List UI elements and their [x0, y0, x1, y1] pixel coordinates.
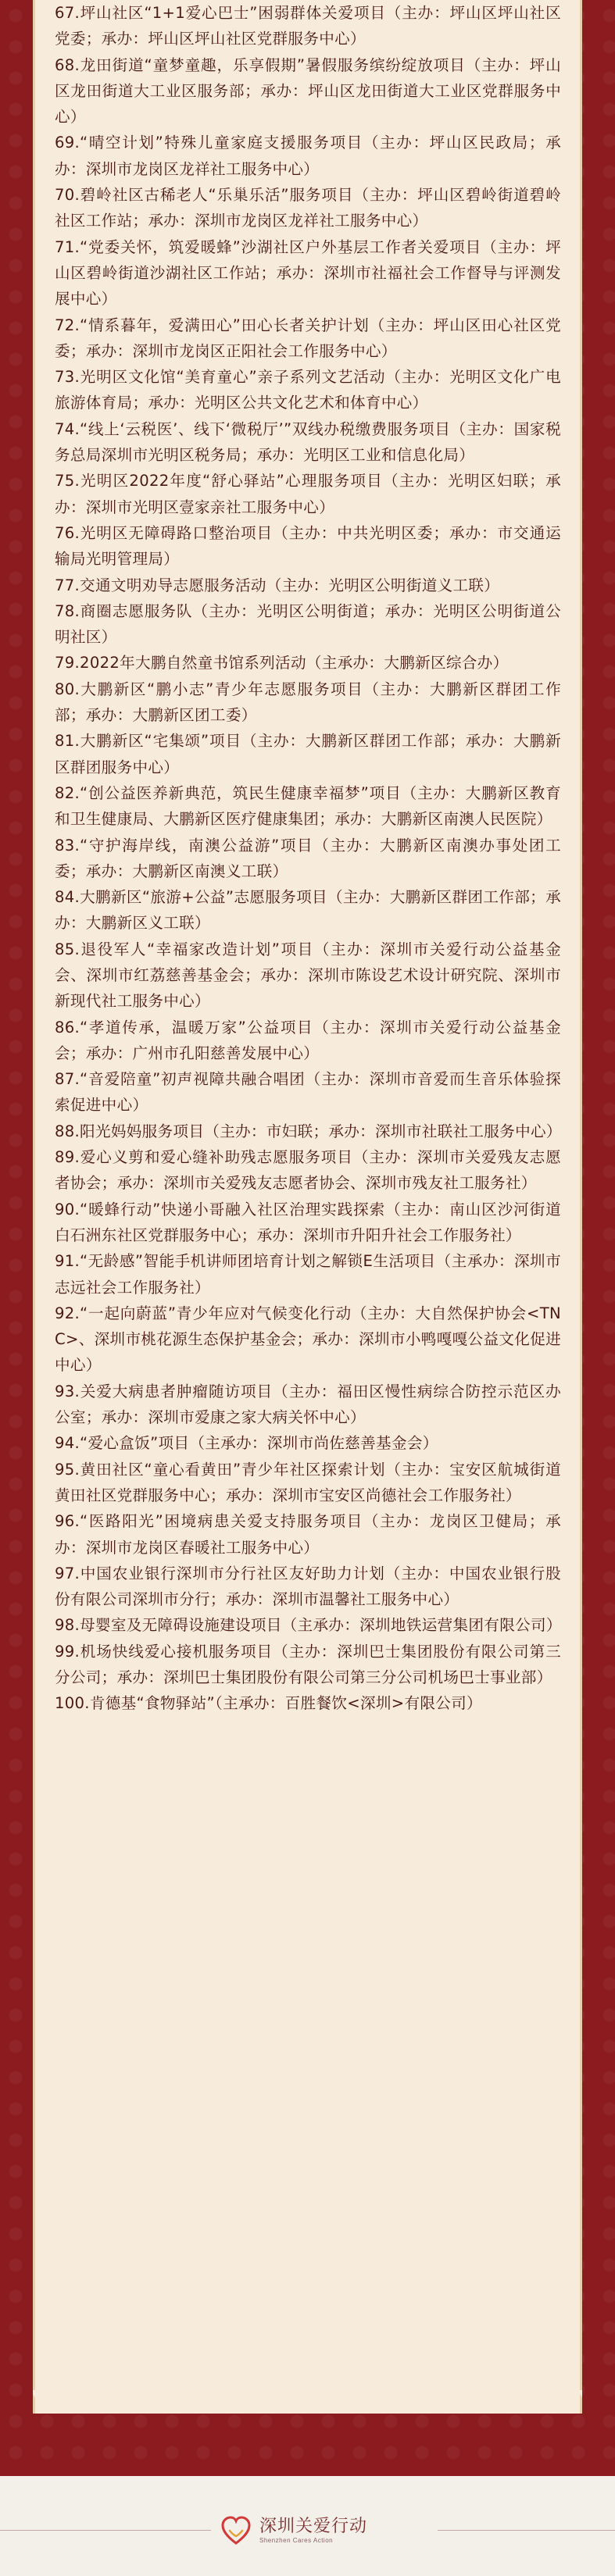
list-item: 80.大鹏新区“鹏小志”青少年志愿服务项目（主办：大鹏新区群团工作部；承办：大鹏新区团工委） [55, 680, 561, 725]
list-item: 79.2022年大鹏自然童书馆系列活动（主承办：大鹏新区综合办） [55, 654, 509, 673]
list-item: 92.“一起向蔚蓝”青少年应对气候变化行动（主办：大自然保护协会<TNC>、深圳市桃花源生态保护基金会；承办：深圳市小鸭嘎嘎公益文化促进中心） [55, 1304, 561, 1375]
list-item: 99.机场快线爱心接机服务项目（主办：深圳巴士集团股份有限公司第三分公司；承办：深圳巴士集团股份有限公司第三分公司机场巴士事业部） [55, 1642, 561, 1686]
heart-hands-icon [219, 2514, 253, 2548]
list-item: 93.关爱大病患者肿瘤随访项目（主办：福田区慢性病综合防控示范区办公室；承办：深圳市爱康之家大病关怀中心） [55, 1382, 561, 1427]
list-item: 74.“线上‘云税医’、线下‘微税厅’”双线办税缴费服务项目（主办：国家税务总局深圳市光明区税务局；承办：光明区工业和信息化局） [55, 419, 561, 465]
list-item: 90.“暖蜂行动”快递小哥融入社区治理实践探索（主办：南山区沙河街道白石洲东社区党群服务中心；承办：深圳市升阳升社会工作服务社） [55, 1200, 561, 1244]
footer-divider-right [438, 2530, 615, 2531]
list-item: 73.光明区文化馆“美育童心”亲子系列文艺活动（主办：光明区文化广电旅游体育局；承办：光明区公共文化艺术和体育中心） [55, 368, 561, 412]
list-item: 87.“音爱陪童”初声视障共融合唱团（主办：深圳市音爱而生音乐体验探索促进中心） [55, 1070, 561, 1115]
list-item: 68.龙田街道“童梦童趣，乐享假期”暑假服务缤纷绽放项目（主办：坪山区龙田街道大工业区服务部；承办：坪山区龙田街道大工业区党群服务中心） [55, 55, 561, 127]
list-item: 76.光明区无障碍路口整治项目（主办：中共光明区委；承办：市交通运输局光明管理局） [55, 523, 561, 569]
list-item: 89.爱心义剪和爱心缝补助残志愿服务项目（主办：深圳市关爱残友志愿者协会；承办：深圳市关爱残友志愿者协会、深圳市残友社工服务社） [55, 1148, 561, 1193]
list-item: 96.“医路阳光”困境病患关爱支持服务项目（主办：龙岗区卫健局；承办：深圳市龙岗区春暖社工服务中心） [55, 1512, 561, 1557]
list-item: 69.“晴空计划”特殊儿童家庭支援服务项目（主办：坪山区民政局；承办：深圳市龙岗区龙祥社工服务中心） [55, 134, 561, 178]
list-item: 91.“无龄感”智能手机讲师团培育计划之解锁E生活项目（主承办：深圳市志远社会工作服务社） [55, 1252, 561, 1297]
list-item: 67.坪山社区“1+1爱心巴士”困弱群体关爱项目（主办：坪山区坪山社区党委；承办：坪山区坪山社区党群服务中心） [55, 4, 561, 48]
list-item: 97.中国农业银行深圳市分行社区友好助力计划（主办：中国农业银行股份有限公司深圳市分行；承办：深圳市温馨社工服务中心） [55, 1564, 561, 1609]
paper-scalloped-edge [33, 2390, 582, 2437]
list-item: 72.“情系暮年，爱满田心”田心长者关护计划（主办：坪山区田心社区党委；承办：深圳市龙岗区正阳社会工作服务中心） [55, 316, 561, 360]
footer-divider-left [0, 2530, 211, 2531]
list-item: 94.“爱心盒饭”项目（主承办：深圳市尚佐慈善基金会） [55, 1434, 438, 1453]
list-item: 85.退役军人“幸福家改造计划”项目（主办：深圳市关爱行动公益基金会、深圳市红荔慈善基金会；承办：深圳市陈设艺术设计研究院、深圳市新现代社工服务中心） [55, 940, 561, 1011]
logo-subtitle: Shenzhen Cares Action [259, 2537, 334, 2544]
list-item: 83.“守护海岸线，南澳公益游”项目（主办：大鹏新区南澳办事处团工委；承办：大鹏新区南澳义工联） [55, 836, 561, 880]
list-item: 71.“党委关怀，筑爱暖蜂”沙湖社区户外基层工作者关爱项目（主办：坪山区碧岭街道沙湖社区工作站；承办：深圳市社福社会工作督导与评测发展中心） [55, 237, 561, 309]
project-list [55, 0, 561, 1717]
list-item: 98.母婴室及无障碍设施建设项目（主承办：深圳地铁运营集团有限公司） [55, 1616, 562, 1635]
logo-title: 深圳关爱行动 [259, 2517, 368, 2536]
list-item: 86.“孝道传承，温暖万家”公益项目（主办：深圳市关爱行动公益基金会；承办：广州市孔阳慈善发展中心） [55, 1018, 561, 1062]
list-item: 84.大鹏新区“旅游+公益”志愿服务项目（主办：大鹏新区群团工作部；承办：大鹏新区义工联） [55, 888, 561, 933]
list-item: 82.“创公益医养新典范，筑民生健康幸福梦”项目（主办：大鹏新区教育和卫生健康局、大鹏新区医疗健康集团；承办：大鹏新区南澳人民医院） [55, 783, 561, 829]
brand-logo [219, 2503, 399, 2558]
list-item: 77.交通文明劝导志愿服务活动（主办：光明区公明街道义工联） [55, 576, 500, 594]
list-item: 81.大鹏新区“宅集颂”项目（主办：大鹏新区群团工作部；承办：大鹏新区群团服务中心） [55, 732, 561, 776]
list-item: 95.黄田社区“童心看黄田”青少年社区探索计划（主办：宝安区航城街道黄田社区党群服务中心；承办：深圳市宝安区尚德社会工作服务社） [55, 1460, 561, 1504]
list-item: 100.肯德基“食物驿站”（主承办：百胜餐饮<深圳>有限公司） [55, 1694, 482, 1713]
list-item: 88.阳光妈妈服务项目（主办：市妇联；承办：深圳市社联社工服务中心） [55, 1122, 562, 1140]
list-item: 78.商圈志愿服务队（主办：光明区公明街道；承办：光明区公明街道公明社区） [55, 601, 561, 647]
list-item: 75.光明区2022年度“舒心驿站”心理服务项目（主办：光明区妇联；承办：深圳市光明区壹家亲社工服务中心） [55, 472, 561, 516]
list-item: 70.碧岭社区古稀老人“乐巢乐活”服务项目（主办：坪山区碧岭街道碧岭社区工作站；承办：深圳市龙岗区龙祥社工服务中心） [55, 186, 561, 230]
